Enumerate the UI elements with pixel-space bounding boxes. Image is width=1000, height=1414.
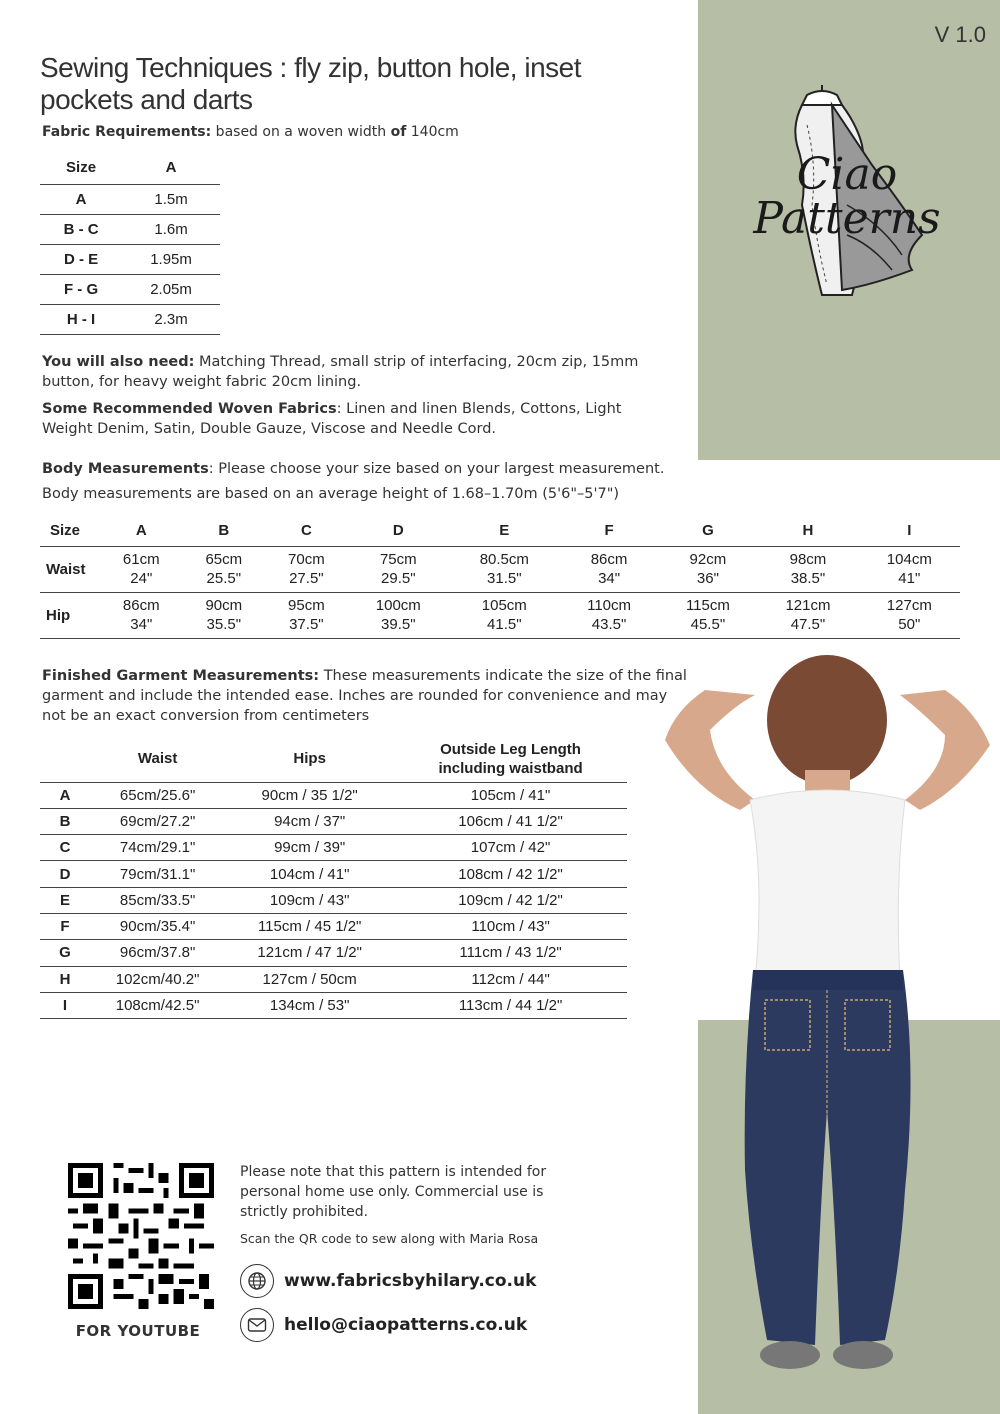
fabric-amount: 2.05m — [122, 274, 220, 304]
table-cell: 104cm 41" — [859, 546, 960, 592]
table-cell: 105cm 41.5" — [449, 592, 560, 638]
finished-garment-table — [40, 736, 627, 1019]
table-row: C 74cm/29.1" 99cm / 39" 107cm / 42" — [40, 835, 627, 861]
table-cell: 90cm 35.5" — [183, 592, 266, 638]
table-row: F 90cm/35.4" 115cm / 45 1/2" 110cm / 43" — [40, 913, 627, 939]
fin-table-header: Hips — [293, 750, 326, 768]
table-cell: 121cm 47.5" — [757, 592, 858, 638]
fabric-requirements-text1: based on a woven width — [211, 124, 391, 140]
table-cell: 92cm 36" — [658, 546, 757, 592]
email-contact[interactable] — [240, 1308, 527, 1342]
fabric-amount: 1.5m — [122, 184, 220, 214]
table-cell: 80.5cm 31.5" — [449, 546, 560, 592]
body-table-header: I — [907, 522, 912, 540]
globe-icon — [240, 1264, 274, 1298]
table-row — [40, 592, 960, 638]
table-cell: 115cm 45.5" — [658, 592, 757, 638]
table-row: D 79cm/31.1" 104cm / 41" 108cm / 42 1/2" — [40, 861, 627, 887]
qr-code[interactable] — [68, 1163, 214, 1309]
version-label: V 1.0 — [934, 22, 986, 47]
body-measurements-label: Body Measurements — [42, 461, 209, 477]
also-need — [42, 352, 662, 392]
fabric-size: D - E — [40, 244, 122, 274]
fabric-size: F - G — [40, 274, 122, 304]
finished-measurements — [42, 666, 692, 726]
woven-fabrics — [42, 399, 662, 439]
fabric-size: A — [40, 184, 122, 214]
fabric-table-header: Size — [66, 159, 97, 177]
fabric-table-header: A — [165, 159, 177, 177]
body-table-header: Size — [50, 522, 81, 540]
table-row: G 96cm/37.8" 121cm / 47 1/2" 111cm / 43 1/2" — [40, 940, 627, 966]
table-cell: 98cm 38.5" — [757, 546, 858, 592]
table-cell: 75cm 29.5" — [348, 546, 449, 592]
fabric-amount: 2.3m — [122, 304, 220, 334]
table-row — [40, 274, 220, 304]
fabric-amount: 1.6m — [122, 214, 220, 244]
body-table-header: G — [702, 522, 714, 540]
fabric-size: B - C — [40, 214, 122, 244]
table-row: H 102cm/40.2" 127cm / 50cm 112cm / 44" — [40, 966, 627, 992]
table-cell: 86cm 34" — [100, 592, 183, 638]
row-label: Waist — [40, 546, 100, 592]
ciao-patterns-logo — [752, 85, 942, 300]
table-cell: 95cm 37.5" — [265, 592, 348, 638]
table-cell: 70cm 27.5" — [265, 546, 348, 592]
fin-table-header: Outside Leg Length including waistband — [438, 740, 583, 777]
also-need-text: Matching Thread, small strip of interfacing, 20cm zip, 15mm button, for heavy weight fabric 20cm lining. — [42, 354, 639, 390]
woven-fabrics-text: : Linen and linen Blends, Cottons, Light Weight Denim, Satin, Double Gauze, Viscose and Needle Cord. — [42, 401, 622, 437]
table-row — [40, 244, 220, 274]
table-row: A 65cm/25.6" 90cm / 35 1/2" 105cm / 41" — [40, 782, 627, 808]
body-table-header: A — [135, 522, 147, 540]
qr-caption: FOR YOUTUBE — [75, 1322, 201, 1340]
body-measurements-text: : Please choose your size based on your largest measurement. — [208, 461, 665, 477]
fabric-requirements-label: Fabric Requirements: — [42, 124, 212, 140]
body-table-header: D — [392, 522, 404, 540]
model-photo — [655, 650, 1000, 1414]
table-row: B 69cm/27.2" 94cm / 37" 106cm / 41 1/2" — [40, 808, 627, 834]
envelope-icon — [240, 1308, 274, 1342]
fabric-table — [40, 152, 220, 335]
fabric-requirements — [42, 122, 459, 142]
table-cell: 110cm 43.5" — [560, 592, 659, 638]
table-cell: 86cm 34" — [560, 546, 659, 592]
body-table-header: E — [499, 522, 510, 540]
page-title: Sewing Techniques : fly zip, button hole, inset pockets and darts — [40, 52, 581, 115]
logo-text-ciao: Ciao — [796, 149, 898, 200]
row-label: Hip — [40, 592, 100, 638]
also-need-label: You will also need: — [42, 354, 195, 370]
email-link[interactable]: hello@ciaopatterns.co.uk — [284, 1315, 528, 1335]
fin-table-header: Waist — [137, 750, 178, 768]
table-cell: 65cm 25.5" — [183, 546, 266, 592]
body-measurements-table — [40, 516, 960, 639]
fabric-size: H - I — [40, 304, 122, 334]
scan-note: Scan the QR code to sew along with Maria Rosa — [240, 1231, 539, 1246]
fin-table-header — [40, 736, 90, 782]
fabric-amount: 1.95m — [122, 244, 220, 274]
website-link[interactable]: www.fabricsbyhilary.co.uk — [284, 1271, 537, 1291]
body-table-header: C — [300, 522, 312, 540]
woven-fabrics-label: Some Recommended Woven Fabrics — [42, 401, 337, 417]
table-row — [40, 214, 220, 244]
fabric-requirements-text2: 140cm — [406, 124, 459, 140]
logo-text-patterns: Patterns — [753, 193, 941, 244]
body-table-header: B — [218, 522, 230, 540]
finished-measurements-text: These measurements indicate the size of the final garment and include the intended ease. Inches are rounded for convenience and may not be an exact conversion from centimeters — [42, 668, 687, 724]
table-row — [40, 184, 220, 214]
table-cell: 127cm 50" — [859, 592, 960, 638]
body-table-header: F — [604, 522, 614, 540]
table-row: E 85cm/33.5" 109cm / 43" 109cm / 42 1/2" — [40, 887, 627, 913]
body-measurements — [42, 459, 682, 479]
table-row: I 108cm/42.5" 134cm / 53" 113cm / 44 1/2" — [40, 992, 627, 1018]
table-row — [40, 304, 220, 334]
body-measurements-height: Body measurements are based on an average height of 1.68–1.70m (5'6"–5'7") — [42, 486, 620, 502]
body-table-header: H — [802, 522, 814, 540]
fabric-requirements-of: of — [390, 124, 407, 140]
website-contact[interactable] — [240, 1264, 536, 1298]
table-cell: 61cm 24" — [100, 546, 183, 592]
table-cell: 100cm 39.5" — [348, 592, 449, 638]
usage-note: Please note that this pattern is intended for personal home use only. Commercial use is strictly prohibited. — [240, 1164, 547, 1220]
table-row — [40, 546, 960, 592]
finished-measurements-label: Finished Garment Measurements: — [42, 668, 320, 684]
